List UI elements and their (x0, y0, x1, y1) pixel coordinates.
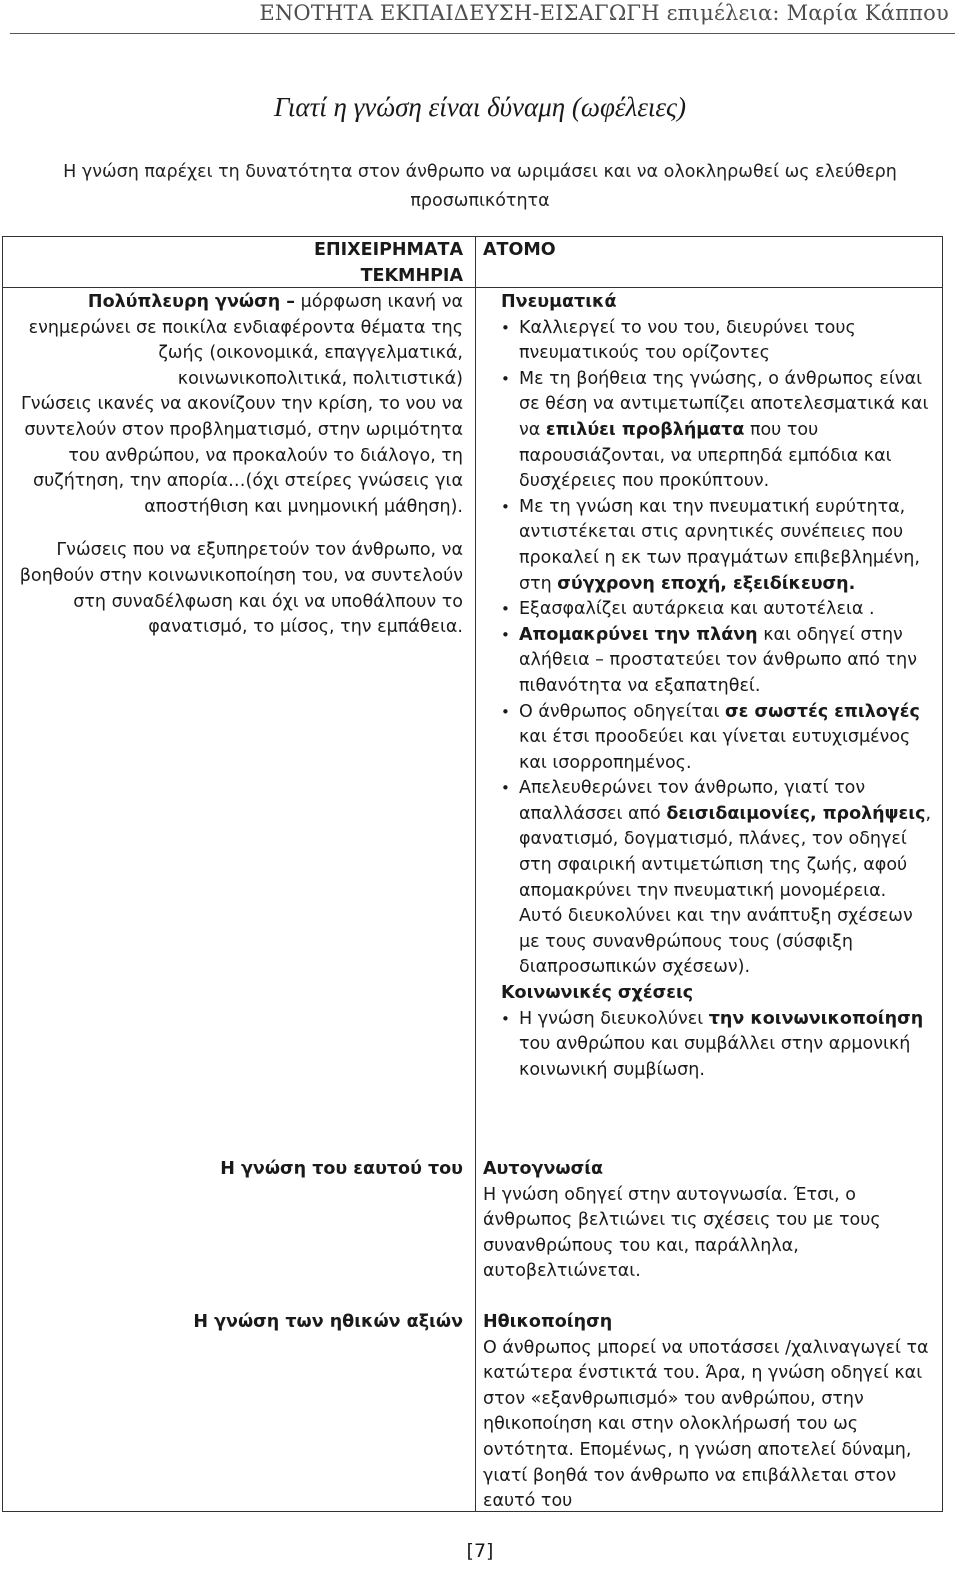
content-table (2, 236, 943, 1512)
intro-paragraph: Η γνώση παρέχει τη δυνατότητα στον άνθρωπο να ωριμάσει και να ολοκληρωθεί ως ελεύθερη προσωπικότητα (63, 162, 897, 211)
col1-header (13, 238, 463, 289)
col2-header: ΑΤΟΜΟ (483, 240, 556, 260)
bullet-emphasis: σε σωστές επιλογές (725, 701, 920, 722)
bullet-emphasis: δεισιδαιμονίες, προλήψεις (666, 803, 926, 824)
bullet-item (501, 776, 935, 981)
right-self-knowledge-text: Η γνώση οδηγεί στην αυτογνωσία. Έτσι, ο άνθρωπος βελτιώνει τις σχέσεις του με τους συνανθρώπους του και, παράλληλα, αυτοβελτιώνεται. (483, 1184, 881, 1282)
right-heading-self-knowledge: Αυτογνωσία (483, 1159, 604, 1179)
left-para1-lead: Πολύπλευρη γνώση – (87, 292, 296, 312)
bullet-text: Απελευθερώνει τον άνθρωπο, γιατί τον απαλλάσσει από (519, 778, 866, 824)
right-moral-values (483, 1310, 935, 1515)
left-self-knowledge: Η γνώση του εαυτού του (220, 1159, 463, 1179)
bullet-emphasis: σύγχρονη εποχή, εξειδίκευση. (557, 573, 856, 594)
page-title: Γιατί η γνώση είναι δύναμη (ωφέλειες) (274, 92, 686, 122)
bullet-emphasis: Απομακρύνει την πλάνη (519, 624, 758, 645)
bullet-text: και έτσι προοδεύει και γίνεται ευτυχισμένος και ισορροπημένος. (519, 727, 911, 773)
right-heading-spiritual: Πνευματικά (501, 292, 617, 312)
left-moral-values: Η γνώση των ηθικών αξιών (193, 1312, 463, 1332)
bullet-item (501, 367, 935, 495)
bullet-text: Ο άνθρωπος οδηγείται (519, 701, 725, 722)
column-divider (475, 237, 476, 1511)
bullet-text: , φανατισμό, δογματισμό, πλάνες, τον οδηγεί στη σφαιρική αντιμετώπιση της ζωής, αφού απομακρύνει την πνευματική μονομέρεια. Αυτό διευκολύνει και την ανάπτυξη σχέσεων με τους συνανθρώπους τους (σύσφιξη διαπροσωπικών σχέσεων). (519, 803, 932, 978)
bullet-item: • Καλλιεργεί το νου του, διευρύνει τους πνευματικούς του ορίζοντες (501, 316, 935, 367)
left-para1 (13, 290, 463, 392)
right-heading-social: Κοινωνικές σχέσεις (501, 983, 694, 1004)
right-ethics-text: Ο άνθρωπος μπορεί να υποτάσσει /χαλιναγωγεί τα κατώτερα ένστικτά του. Άρα, η γνώση οδηγεί και στον «εξανθρωπισμό» του ανθρώπου, στην ηθικοποίηση και στην ολοκλήρωσή του ως οντότητα. Επομένως, η γνώση αποτελεί δύναμη, γιατί βοηθά τον άνθρωπο να επιβάλλεται στον εαυτό του (483, 1337, 929, 1512)
left-para3: Γνώσεις που να εξυπηρετούν τον άνθρωπο, να βοηθούν στην κοινωνικοποίηση του, να συντελούν στη συναδέλφωση και όχι να υποθάλπουν το φανατισμό, το μίσος, την εμπάθεια. (19, 540, 463, 638)
page-header: ΕΝΟΤΗΤΑ ΕΚΠΑΙΔΕΥΣΗ-ΕΙΣΑΓΩΓΗ επιμέλεια: Μαρία Κάππου (10, 0, 955, 34)
col1-header-line1: ΕΠΙΧΕΙΡΗΜΑΤΑ (314, 240, 463, 260)
right-self-knowledge (483, 1157, 935, 1285)
bullet-item (501, 700, 935, 777)
right-block-individual (483, 290, 935, 1083)
left-para2: Γνώσεις ικανές να ακονίζουν την κρίση, το νου να συντελούν στον προβληματισμό, στην ωριμότητα του ανθρώπου, να προκαλούν το διάλογο, τη συζήτηση, την απορία…(όχι στείρες γνώσεις για αποστήθιση και μνημονική μάθηση). (20, 394, 463, 517)
bullet-text: Με τη γνώση και την πνευματική ευρύτητα, αντιστέκεται στις αρνητικές συνέπειες που προκαλεί η εκ των πραγμάτων επιβεβλημένη, στη (519, 496, 920, 594)
bullet-item (501, 1007, 935, 1084)
bullet-item (501, 623, 935, 700)
bullet-item (501, 495, 935, 597)
bullet-text: που του παρουσιάζονται, να υπερπηδά εμπόδια και δυσχέρειες που προκύπτουν. (519, 419, 892, 492)
bullet-emphasis: επιλύει προβλήματα (545, 419, 745, 440)
col1-header-line2: ΤΕΚΜΗΡΙΑ (360, 265, 463, 286)
bullet-text: Η γνώση διευκολύνει (519, 1008, 709, 1029)
bullet-item: • Εξασφαλίζει αυτάρκεια και αυτοτέλεια . (501, 597, 935, 623)
left-para1-rest: μόρφωση ικανή να ενημερώνει σε ποικίλα ενδιαφέροντα θέματα της ζωής (οικονομικά, επαγγελματικά, κοινωνικοπολιτικά, πολιτιστικά) (28, 292, 463, 389)
page-number: [7] (466, 1540, 494, 1562)
right-heading-ethics: Ηθικοποίηση (483, 1312, 613, 1332)
left-block-arguments (13, 290, 463, 641)
bullet-text: του ανθρώπου και συμβάλλει στην αρμονική κοινωνική συμβίωση. (519, 1034, 911, 1080)
bullet-text: Με τη βοήθεια της γνώσης, ο άνθρωπος είναι σε θέση να αντιμετωπίζει αποτελεσματικά και να (519, 368, 929, 440)
bullet-emphasis: την κοινωνικοποίηση (708, 1008, 924, 1029)
bullet-text: και οδηγεί στην αλήθεια – προστατεύει τον άνθρωπο από την πιθανότητα να εξαπατηθεί. (519, 624, 917, 696)
